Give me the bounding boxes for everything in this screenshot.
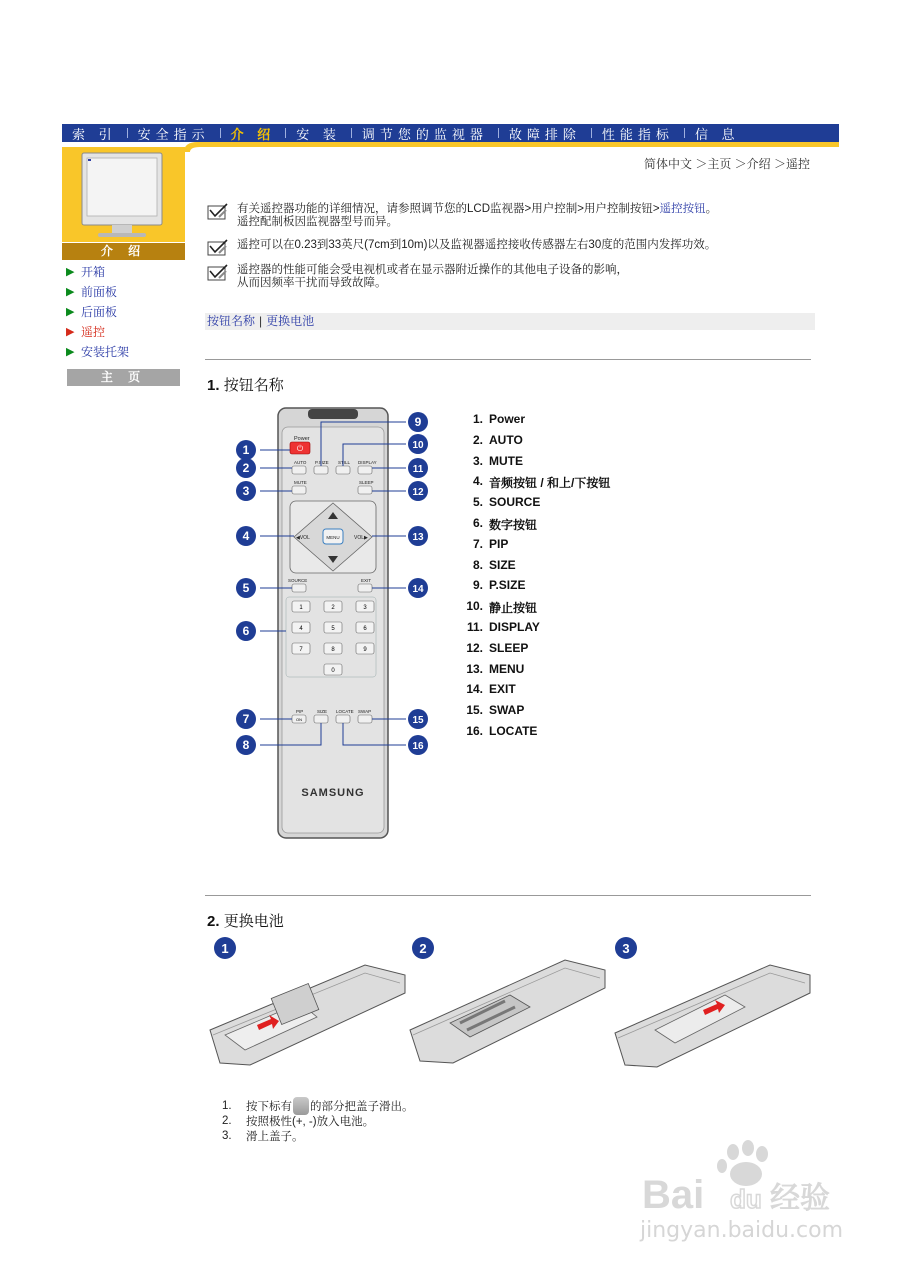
remote-step-1-image [210,965,405,1065]
list-item: 3. MUTE [472,453,523,468]
locate-label: LOCATE [336,709,354,714]
svg-text:13: 13 [412,532,424,543]
breadcrumb: 简体中文 ＞主页 ＞介绍 ＞遥控 [643,157,810,171]
svg-text:12: 12 [412,487,424,498]
locate-button[interactable] [336,715,350,723]
psize-button[interactable] [314,466,328,474]
battery-steps-list [222,1098,414,1143]
svg-text:8: 8 [331,647,335,653]
display-label: DISPLAY [358,460,377,465]
psize-label: P.SIZE [315,460,329,465]
svg-text:1: 1 [299,605,303,611]
nav-item-adjust-monitor[interactable]: 调节您的监视器 [361,126,488,142]
svg-text:6: 6 [242,624,250,638]
sidebar-item-label: 前面板 [81,285,118,299]
list-item: 9. P.SIZE [472,578,526,593]
note-text: 有关遥控器功能的详细情况，请参照调节您的LCD监视器>用户控制>用户控制按钮> [237,203,660,215]
nav-item-safety[interactable]: 安全指示 [137,126,210,142]
swap-label: SWAP [358,709,372,714]
list-item: 1. Power [472,412,526,426]
menu-label: MENU [326,535,340,540]
sidebar-item-mounting-bracket[interactable] [66,342,186,362]
remote-step-2-image [410,960,605,1063]
sidebar-item-rear-panel[interactable] [66,302,186,322]
home-button[interactable]: 主 页 [67,369,180,386]
list-item: 15. SWAP [466,703,525,718]
svg-text:7: 7 [299,647,303,653]
svg-text:2: 2 [419,941,427,956]
power-icon: ⏻ [296,444,304,453]
note-text: 从而因频率干扰而导致故障。 [237,277,387,289]
svg-text:4: 4 [299,626,303,632]
watermark-jingyan: 经验 [770,1182,830,1215]
list-item: 12. SLEEP [466,640,529,655]
anchor-link-button-names[interactable]: 按钮名称 [207,314,256,328]
list-item: 14. EXIT [466,682,516,697]
triangle-right-icon: ▶ [66,326,75,338]
sidebar-item-label: 安装托架 [81,345,130,359]
list-item: 2. 按照极性(+, -)放入电池。 [222,1114,375,1128]
svg-text:5: 5 [331,626,335,632]
sidebar-item-front-panel[interactable] [66,282,186,302]
pip-label: PIP [296,709,304,714]
paw-icon [717,1140,768,1186]
svg-text:16: 16 [412,741,424,752]
pip-on-label: ON [296,717,302,722]
sidebar-item-label: 后面板 [81,305,118,319]
note-remote-details [207,203,717,229]
note-checkmark-icon [207,203,229,221]
section-heading-battery: 2. 更换电池 [207,913,284,930]
sidebar-item-remote-control[interactable] [66,322,186,342]
watermark-bai: Bai [642,1173,705,1217]
note-remote-range [207,239,716,257]
watermark-url: jingyan.baidu.com [640,1218,844,1243]
size-button[interactable] [314,715,328,723]
nav-item-index[interactable]: 索 引 [72,126,117,142]
sidebar-item-label: 遥控 [81,325,106,339]
button-name-list [455,412,610,745]
triangle-right-icon: ▶ [66,266,75,278]
list-item: 1. 按下标有 的部分把盖子滑出。 [222,1098,414,1113]
triangle-right-icon: ▶ [66,346,75,358]
vol-left-label[interactable]: ◀VOL [296,535,310,541]
note-text: 遥控可以在0.23到33英尺(7cm到10m)以及监视器遥控接收传感器左右30度的范围内发挥功效。 [237,239,717,251]
triangle-right-icon: ▶ [66,306,75,318]
power-label: Power [294,436,310,442]
note-text: 。 [705,203,718,215]
list-item: 6. 数字按钮 [472,515,538,532]
svg-text:0: 0 [331,668,335,674]
svg-text:10: 10 [412,440,424,451]
triangle-right-icon: ▶ [66,286,75,298]
list-item: 13. MENU [466,661,525,676]
section-divider [205,359,811,360]
nav-item-troubleshooting[interactable]: 故障排除 [508,126,581,142]
auto-label: AUTO [294,460,307,465]
top-navigation [62,124,839,142]
list-item: 7. PIP [472,536,509,551]
still-button[interactable] [336,466,350,474]
svg-text:2: 2 [242,461,250,475]
note-checkmark-icon [207,239,229,257]
svg-text:1: 1 [242,443,250,457]
nav-item-setup[interactable]: 安 装 [296,126,341,142]
watermark-du: du [730,1184,762,1214]
samsung-logo: SAMSUNG [301,787,365,799]
note-checkmark-icon [207,264,229,282]
display-button[interactable] [358,466,372,474]
svg-text:9: 9 [414,415,422,429]
auto-button[interactable] [292,466,306,474]
remote-buttons-link[interactable]: 遥控按钮 [659,203,706,215]
note-text: 遥控配制板因监视器型号而异。 [237,216,398,228]
svg-text:9: 9 [363,647,367,653]
baidu-jingyan-watermark [640,1140,860,1220]
header-curve-decoration [184,142,839,152]
sidebar-item-label: 开箱 [81,265,106,279]
battery-replacement-diagram [205,935,815,1080]
sidebar-item-unpacking[interactable] [66,262,186,282]
list-item: 2. AUTO [472,432,523,447]
exit-button[interactable] [358,584,372,592]
svg-text:11: 11 [412,464,424,475]
list-item: 16. LOCATE [466,723,538,738]
mute-button[interactable] [292,486,306,494]
mute-label: MUTE [294,480,307,485]
sidebar-menu [66,262,186,362]
anchor-separator: | [259,314,263,328]
note-text: 遥控器的性能可能会受电视机或者在显示器附近操作的其他电子设备的影响， [237,264,628,276]
sleep-label: SLEEP [359,480,374,485]
section-anchor-bar [205,313,815,330]
swap-button[interactable] [358,715,372,723]
list-item: 8. SIZE [472,557,516,572]
svg-text:15: 15 [412,715,424,726]
svg-text:3: 3 [622,941,630,956]
nav-item-specifications[interactable]: 性能指标 [601,126,674,142]
nav-item-introduction[interactable]: 介 绍 [230,126,276,142]
remote-control-diagram [230,405,435,840]
anchor-link-battery[interactable]: 更换电池 [266,314,315,328]
list-item: 11. DISPLAY [466,619,540,634]
svg-text:14: 14 [412,584,424,595]
list-item: 4. 音频按钮 / 和上/下按钮 [472,474,611,491]
vol-right-label[interactable]: VOL▶ [354,535,368,541]
section-heading-button-names: 1. 按钮名称 [207,377,284,394]
svg-text:6: 6 [363,626,367,632]
sleep-button[interactable] [358,486,372,494]
svg-text:5: 5 [242,581,250,595]
source-button[interactable] [292,584,306,592]
svg-text:7: 7 [242,712,250,726]
list-item: 10. 静止按钮 [466,599,538,616]
note-interference [207,264,628,290]
svg-text:8: 8 [242,738,250,752]
svg-text:1: 1 [221,941,229,956]
svg-text:4: 4 [242,529,250,543]
remote-step-3-image [615,965,810,1067]
source-label: SOURCE [288,578,308,583]
sidebar-section-title: 介 绍 [62,243,185,260]
svg-text:2: 2 [331,605,335,611]
svg-text:3: 3 [363,605,367,611]
size-label: SIZE [317,709,328,714]
list-item: 5. SOURCE [472,495,541,510]
exit-label: EXIT [361,578,372,583]
nav-item-information[interactable]: 信 息 [694,126,740,142]
monitor-image [72,151,172,241]
section-divider [205,895,811,896]
list-item: 3. 滑上盖子。 [222,1129,304,1143]
svg-text:3: 3 [242,484,250,498]
still-label: STILL [338,460,351,465]
